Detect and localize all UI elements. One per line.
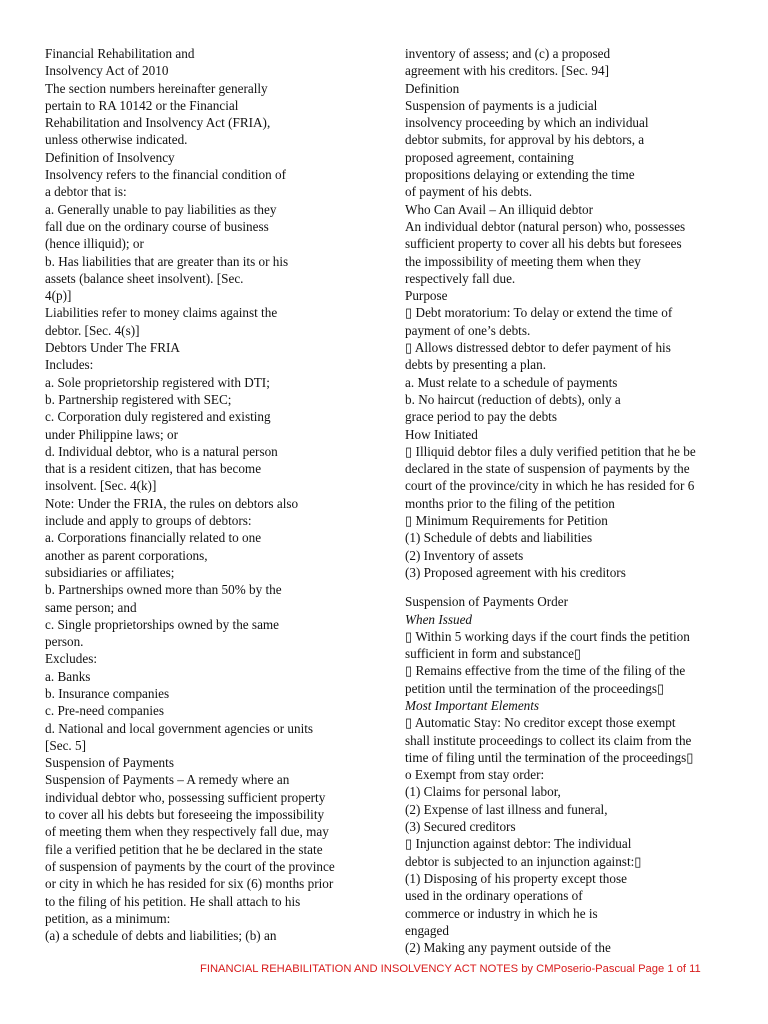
text-line: ▯ Within 5 working days if the court finds the petition (405, 628, 690, 644)
text-line: ▯ Minimum Requirements for Petition (405, 513, 608, 529)
text-line: debts by presenting a plan. (405, 357, 546, 373)
text-line: under Philippine laws; or (45, 426, 178, 442)
text-line: the impossibility of meeting them when they (405, 253, 641, 269)
text-line: subsidiaries or affiliates; (45, 564, 175, 580)
text-line: propositions delaying or extending the time (405, 167, 635, 183)
text-line: (3) Secured creditors (405, 819, 516, 835)
text-line: b. Insurance companies (45, 685, 170, 701)
text-line: declared in the state of suspension of payments by the (405, 461, 690, 477)
text-line: d. National and local government agencies or units (45, 720, 314, 736)
text-line: Suspension of payments is a judicial (405, 97, 598, 113)
text-line: commerce or industry in which he is (405, 905, 598, 921)
text-line: court of the province/city in which he has resided for 6 (405, 478, 695, 494)
left-column (45, 45, 363, 944)
text-line: When Issued (405, 611, 473, 627)
text-line: ▯ Allows distressed debtor to defer payment of his (405, 340, 671, 356)
text-line: respectively fall due. (405, 270, 516, 286)
text-line: Excludes: (45, 651, 98, 667)
text-line: sufficient property to cover all his debts but foresees (405, 236, 682, 252)
text-line: Liabilities refer to money claims against the (45, 305, 278, 321)
text-line: Rehabilitation and Insolvency Act (FRIA), (45, 115, 271, 131)
text-line: Includes: (45, 357, 94, 373)
text-line: petition, as a minimum: (45, 910, 171, 926)
text-line: a. Generally unable to pay liabilities as they (45, 201, 277, 217)
text-line: Insolvency Act of 2010 (45, 63, 169, 79)
text-line: file a verified petition that he be declared in the state (45, 841, 323, 857)
text-line: b. Has liabilities that are greater than its or his (45, 253, 289, 269)
text-line: (1) Schedule of debts and liabilities (405, 530, 593, 546)
text-line: to cover all his debts but foreseeing the impossibility (45, 807, 325, 823)
text-line: that is a resident citizen, that has become (45, 461, 262, 477)
text-line: debtor. [Sec. 4(s)] (45, 322, 140, 338)
text-line: insolvency proceeding by which an individual (405, 115, 649, 131)
right-column (405, 45, 725, 956)
text-line: 4(p)] (45, 288, 72, 304)
text-line: used in the ordinary operations of (405, 888, 583, 904)
text-line: engaged (405, 922, 449, 938)
text-line: of suspension of payments by the court of the province (45, 858, 335, 874)
text-line: ▯ Remains effective from the time of the filing of the (405, 663, 686, 679)
text-line: same person; and (45, 599, 137, 615)
text-line: another as parent corporations, (45, 547, 208, 563)
text-line: Definition (405, 80, 460, 96)
text-line: b. No haircut (reduction of debts), only a (405, 391, 621, 407)
text-line: pertain to RA 10142 or the Financial (45, 97, 239, 113)
text-line: sufficient in form and substance▯ (405, 646, 582, 662)
text-line: a. Sole proprietorship registered with DTI; (45, 374, 270, 390)
text-line: (hence illiquid); or (45, 236, 144, 252)
text-line: c. Corporation duly registered and existing (45, 409, 271, 425)
text-line: c. Single proprietorships owned by the same (45, 616, 280, 632)
text-line: person. (45, 634, 84, 650)
text-line: Most Important Elements (405, 697, 540, 713)
text-line: (2) Making any payment outside of the (405, 940, 611, 956)
text-line: ▯ Automatic Stay: No creditor except those exempt (405, 715, 676, 731)
text-line: individual debtor who, possessing sufficient property (45, 789, 326, 805)
text-line: The section numbers hereinafter generally (45, 80, 268, 96)
text-line: assets (balance sheet insolvent). [Sec. (45, 270, 244, 286)
text-line: (1) Claims for personal labor, (405, 784, 561, 800)
text-line: grace period to pay the debts (405, 409, 557, 425)
text-line: a debtor that is: (45, 184, 127, 200)
text-line: petition until the termination of the proceedings▯ (405, 680, 665, 696)
text-line: ▯ Injunction against debtor: The individual (405, 836, 632, 852)
text-line: unless otherwise indicated. (45, 132, 188, 148)
page-footer: FINANCIAL REHABILITATION AND INSOLVENCY ACT NOTES by CMPoserio-Pascual Page 1 of 11 (200, 963, 701, 975)
text-line: include and apply to groups of debtors: (45, 513, 252, 529)
text-line: (2) Expense of last illness and funeral, (405, 801, 608, 817)
text-line: An individual debtor (natural person) who, possesses (405, 218, 686, 234)
text-line: of payment of his debts. (405, 184, 533, 200)
text-line: Purpose (405, 288, 448, 304)
text-line: o Exempt from stay order: (405, 767, 545, 783)
text-line: Suspension of Payments – A remedy where an (45, 772, 290, 788)
text-line: Insolvency refers to the financial condition of (45, 167, 286, 183)
text-line: months prior to the filing of the petition (405, 495, 615, 511)
text-line: Financial Rehabilitation and (45, 46, 195, 61)
text-line: ▯ Illiquid debtor files a duly verified petition that he be (405, 443, 696, 459)
text-line: agreement with his creditors. [Sec. 94] (405, 63, 609, 79)
text-line: Definition of Insolvency (45, 149, 175, 165)
text-line: (1) Disposing of his property except those (405, 870, 627, 886)
text-line: inventory of assess; and (c) a proposed (405, 46, 611, 61)
text-line: (3) Proposed agreement with his creditors (405, 564, 626, 580)
text-line: a. Banks (45, 668, 91, 684)
text-line: ▯ Debt moratorium: To delay or extend the time of (405, 305, 673, 321)
text-line: a. Corporations financially related to one (45, 530, 262, 546)
text-line: b. Partnership registered with SEC; (45, 391, 232, 407)
text-line: Debtors Under The FRIA (45, 340, 180, 356)
text-line: fall due on the ordinary course of business (45, 218, 269, 234)
text-line: proposed agreement, containing (405, 149, 574, 165)
text-line: (2) Inventory of assets (405, 547, 524, 563)
text-line: (a) a schedule of debts and liabilities; (b) an (45, 928, 277, 944)
text-line: time of filing until the termination of the proceedings▯ (405, 749, 694, 765)
text-line: debtor submits, for approval by his debtors, a (405, 132, 645, 148)
text-line: Who Can Avail – An illiquid debtor (405, 201, 594, 217)
text-line: of meeting them when they respectively fall due, may (45, 824, 329, 840)
text-line: b. Partnerships owned more than 50% by the (45, 582, 282, 598)
text-line: shall institute proceedings to collect its claim from the (405, 732, 692, 748)
text-line: c. Pre-need companies (45, 703, 165, 719)
text-line: payment of one’s debts. (405, 322, 531, 338)
paragraph-gap (405, 581, 725, 593)
text-line: [Sec. 5] (45, 737, 87, 753)
text-line: Suspension of Payments Order (405, 594, 568, 610)
text-line: debtor is subjected to an injunction against:▯ (405, 853, 642, 869)
text-line: a. Must relate to a schedule of payments (405, 374, 618, 390)
text-line: How Initiated (405, 426, 478, 442)
text-line: Note: Under the FRIA, the rules on debtors also (45, 495, 299, 511)
text-line: Suspension of Payments (45, 755, 174, 771)
text-line: to the filing of his petition. He shall attach to his (45, 893, 301, 909)
text-line: d. Individual debtor, who is a natural person (45, 443, 278, 459)
text-line: or city in which he has resided for six (6) months prior (45, 876, 334, 892)
text-line: insolvent. [Sec. 4(k)] (45, 478, 157, 494)
